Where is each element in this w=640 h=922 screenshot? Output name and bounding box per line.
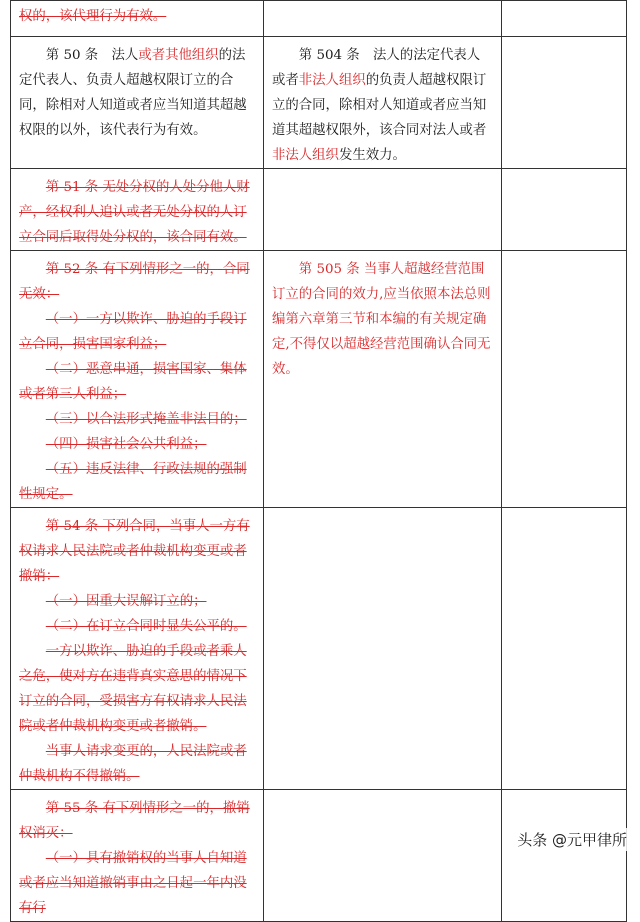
article-504 xyxy=(272,43,493,168)
old-cell xyxy=(11,169,264,251)
source-watermark: 头条 @元甲律所 xyxy=(514,828,630,851)
article-number: 第 50 条 xyxy=(45,48,99,63)
old-cell xyxy=(11,37,264,169)
comparison-table xyxy=(10,0,627,922)
clause: 一方以欺诈、胁迫的手段或者乘人之危，使对方在违背真实意思的情况下订立的合同，受损害方有权请求人民法院或者仲裁机构变更或者撤销。 xyxy=(19,644,247,734)
changed-text: 非法人组织 xyxy=(298,73,366,88)
text-segment: 发生效力。 xyxy=(338,148,406,163)
changed-text: 非法人组织 xyxy=(272,148,339,163)
note-cell xyxy=(502,508,627,790)
clause: 当事人请求变更的，人民法院或者仲裁机构不得撤销。 xyxy=(19,744,247,784)
article-55: 第 55 条 有下列情形之一的，撤销权消灭： xyxy=(19,801,250,841)
clause: （一）因重大误解订立的； xyxy=(45,594,207,609)
article-number: 第 504 条 xyxy=(298,48,360,63)
text-segment: 法人 xyxy=(111,48,139,63)
clause: （二）恶意串通，损害国家、集体或者第三人利益； xyxy=(19,362,247,402)
clause: （五）违反法律、行政法规的强制性规定。 xyxy=(19,462,247,502)
note-cell xyxy=(502,37,627,169)
old-cell xyxy=(11,508,264,790)
table-row xyxy=(11,508,627,790)
note-cell xyxy=(502,251,627,508)
table-row xyxy=(11,37,627,169)
new-cell xyxy=(264,37,502,169)
new-cell xyxy=(264,508,502,790)
clause: （二）在订立合同时显失公平的。 xyxy=(45,619,247,634)
clause: （一）一方以欺诈、胁迫的手段订立合同，损害国家利益； xyxy=(19,312,247,352)
clause: （一）具有撤销权的当事人自知道或者应当知道撤销事由之日起一年内没有行 xyxy=(19,851,247,916)
article-50 xyxy=(19,43,255,143)
new-cell xyxy=(264,1,502,37)
note-cell xyxy=(502,790,627,922)
table-row xyxy=(11,251,627,508)
note-cell xyxy=(502,169,627,251)
clause: （三）以合法形式掩盖非法目的； xyxy=(45,412,247,427)
old-text: 权的，该代理行为有效。 xyxy=(19,9,167,24)
old-cell xyxy=(11,251,264,508)
article-505: 第 505 条 当事人超越经营范围订立的合同的效力,应当依照本法总则编第六章第三节和本编的有关规定确定,不得仅以超越经营范围确认合同无效。 xyxy=(272,262,491,377)
table-row xyxy=(11,790,627,922)
text-segment: 法人的法定代表人或者 xyxy=(272,48,481,88)
old-cell xyxy=(11,1,264,37)
table-row xyxy=(11,1,627,37)
table-row xyxy=(11,169,627,251)
changed-text: 或者其他组织 xyxy=(138,48,219,63)
text-segment: 的法定代表人、负责人超越权限订立的合同，除相对人知道或者应当知道其超越权限的以外，该代表行为有效。 xyxy=(19,48,247,138)
new-cell xyxy=(264,790,502,922)
clause: （四）损害社会公共利益； xyxy=(45,437,207,452)
note-cell xyxy=(502,1,627,37)
article-51: 第 51 条 无处分权的人处分他人财产，经权利人追认或者无处分权的人订立合同后取得处分权的，该合同有效。 xyxy=(19,180,250,245)
new-cell xyxy=(264,169,502,251)
article-54: 第 54 条 下列合同，当事人一方有权请求人民法院或者仲裁机构变更或者撤销： xyxy=(19,519,250,584)
old-cell xyxy=(11,790,264,922)
article-52: 第 52 条 有下列情形之一的，合同无效： xyxy=(19,262,250,302)
text-segment: 的负责人超越权限订立的合同，除相对人知道或者应当知道其超越权限外，该合同对法人或者 xyxy=(272,73,487,138)
new-cell xyxy=(264,251,502,508)
